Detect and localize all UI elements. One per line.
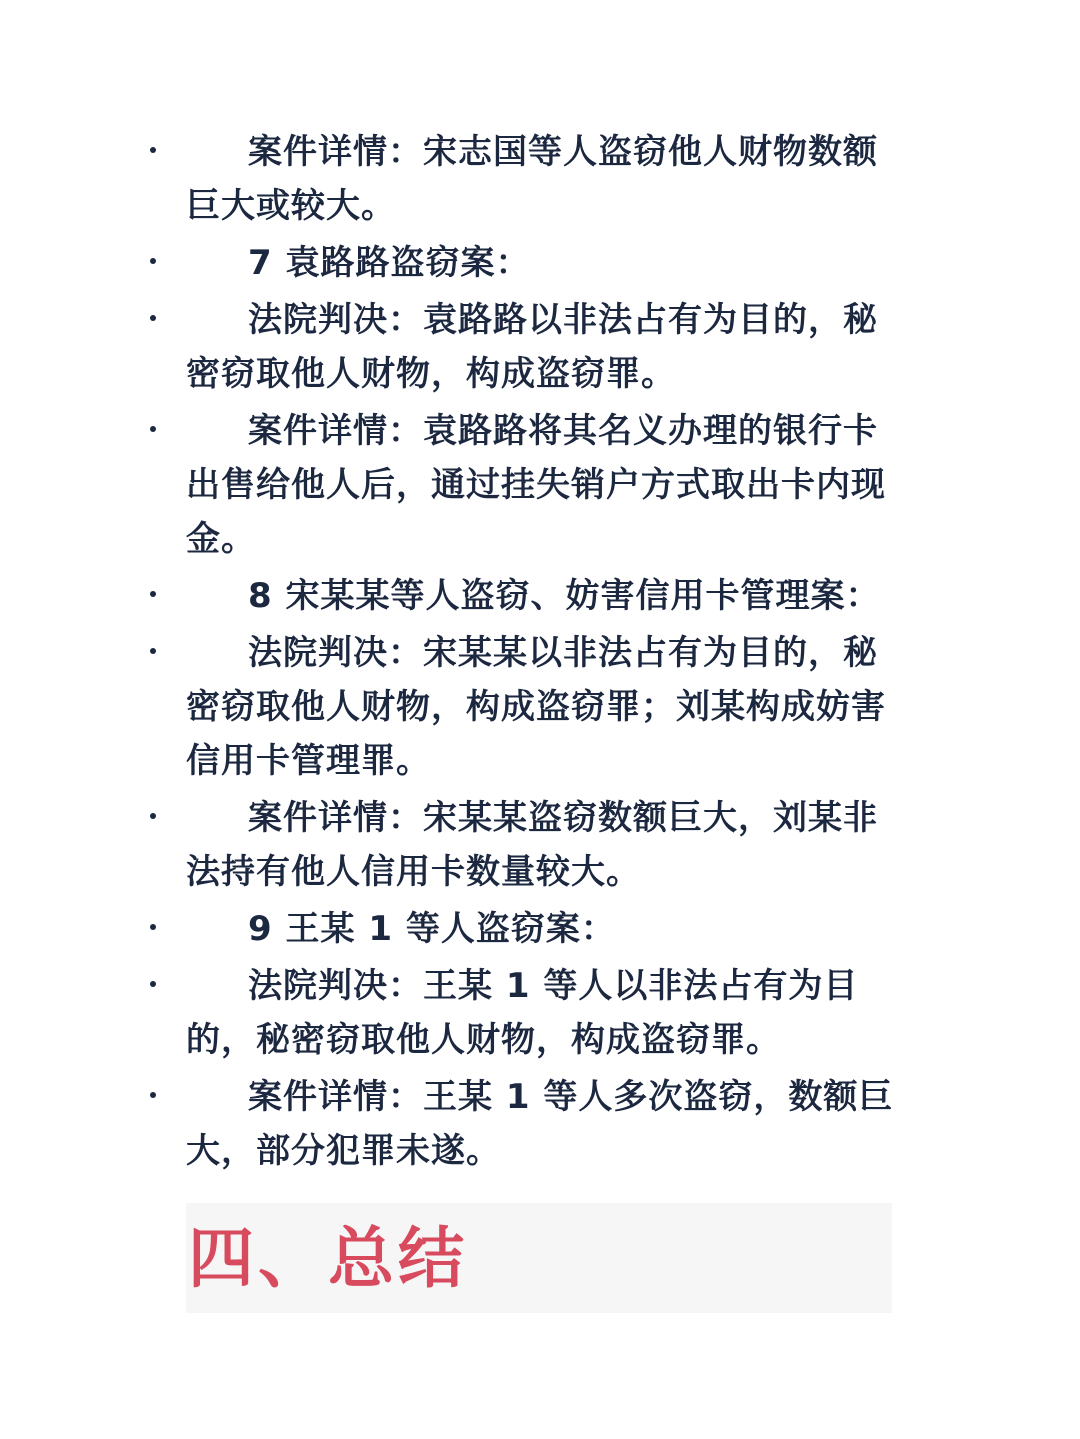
list-item [150, 404, 900, 566]
bullet-icon [150, 426, 156, 432]
case-heading: 9 王某 1 等人盗窃案： [248, 909, 616, 949]
bullet-icon [150, 591, 156, 597]
bullet-icon [150, 258, 156, 264]
bullet-icon [150, 981, 156, 987]
bullet-icon [150, 1092, 156, 1098]
list-item [150, 791, 900, 899]
bullet-icon [150, 315, 156, 321]
list-item [150, 236, 900, 290]
case-heading: 8 宋某某等人盗窃、妨害信用卡管理案： [248, 576, 881, 616]
list-item-text: 案件详情：宋志国等人盗窃他人财物数额巨大或较大。 [186, 132, 878, 226]
section-title: 四、总结 [188, 1220, 468, 1297]
document-body [150, 125, 900, 1181]
list-item-text: 法院判决：袁路路以非法占有为目的，秘密窃取他人财物，构成盗窃罪。 [186, 300, 878, 394]
section-heading-box [186, 1203, 892, 1313]
bullet-icon [150, 147, 156, 153]
list-item-text: 法院判决：宋某某以非法占有为目的，秘密窃取他人财物，构成盗窃罪；刘某构成妨害信用卡管理罪。 [186, 633, 886, 781]
bullet-icon [150, 813, 156, 819]
list-item-text: 案件详情：王某 1 等人多次盗窃，数额巨大，部分犯罪未遂。 [186, 1077, 894, 1171]
case-heading: 7 袁路路盗窃案： [248, 243, 531, 283]
list-item-text: 法院判决：王某 1 等人以非法占有为目的，秘密窃取他人财物，构成盗窃罪。 [186, 966, 859, 1060]
list-item-text: 案件详情：袁路路将其名义办理的银行卡出售给他人后，通过挂失销户方式取出卡内现金。 [186, 411, 886, 559]
list-item [150, 626, 900, 788]
list-item [150, 959, 900, 1067]
list-item-text: 案件详情：宋某某盗窃数额巨大，刘某非法持有他人信用卡数量较大。 [186, 798, 878, 892]
list-item [150, 125, 900, 233]
bullet-icon [150, 924, 156, 930]
list-item [150, 902, 900, 956]
bullet-icon [150, 648, 156, 654]
list-item [150, 293, 900, 401]
list-item [150, 1070, 900, 1178]
list-item [150, 569, 900, 623]
